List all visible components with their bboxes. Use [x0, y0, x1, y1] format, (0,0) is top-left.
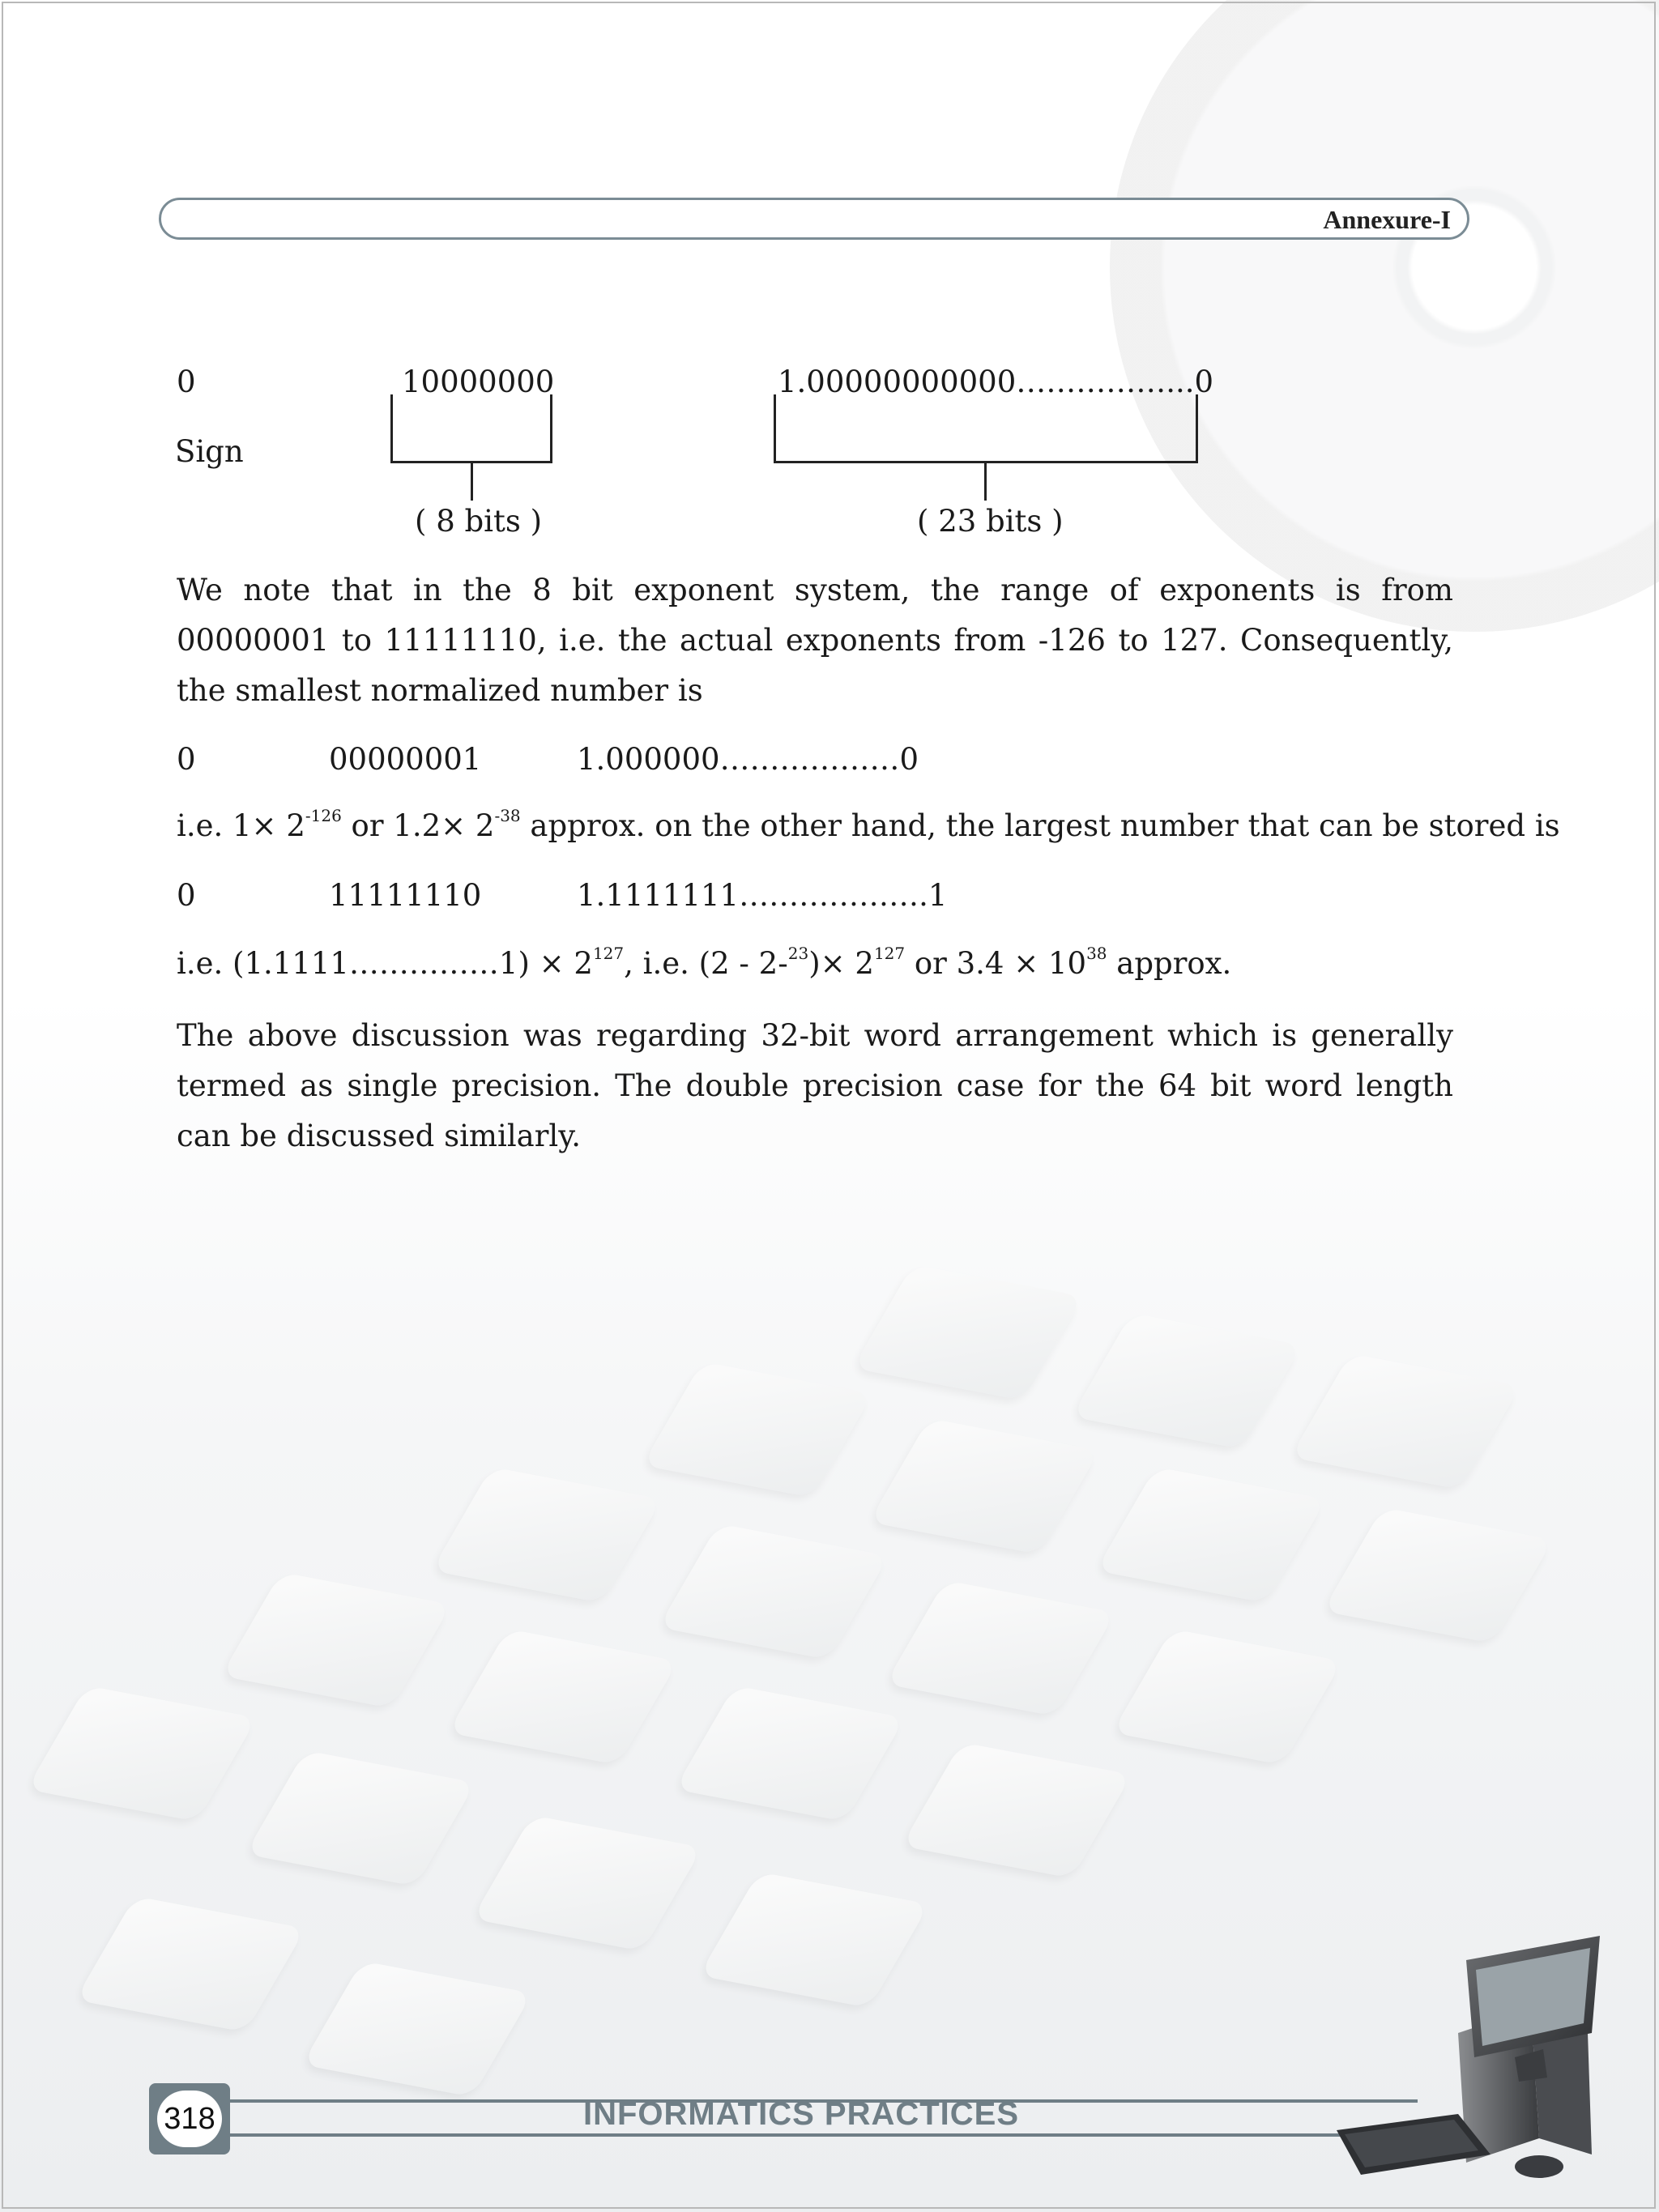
exponent-bracket	[390, 394, 552, 463]
exponent-bracket-stem	[471, 463, 473, 501]
paragraph-exponent-range: We note that in the 8 bit exponent system, the range of exponents is from 00000001 to 11111110, i.e. the actual exponents from -126 to 127. Consequently, the smallest normalized number is	[177, 573, 1453, 708]
smallest-mantissa: 1.000000………………0	[577, 742, 919, 777]
mantissa-bracket-stem	[984, 463, 987, 501]
header-bar	[159, 198, 1469, 240]
largest-sign: 0	[177, 878, 196, 913]
footer-rule-bottom	[219, 2133, 1418, 2137]
smallest-exponent: 00000001	[329, 742, 482, 777]
section-label: Annexure-I	[1323, 205, 1451, 234]
sign-value: 0	[177, 364, 196, 399]
mantissa-bracket	[774, 394, 1198, 463]
smallest-sign: 0	[177, 742, 196, 777]
largest-mantissa: 1.1111111……………….1	[577, 878, 948, 913]
mantissa-value: 1.00000000000……………...0	[778, 364, 1214, 399]
exponent-bits-label: ( 8 bits )	[415, 504, 543, 539]
mantissa-bits-label: ( 23 bits )	[917, 504, 1064, 539]
footer-title: INFORMATICS PRACTICES	[583, 2096, 1020, 2132]
largest-number-line: i.e. (1.1111……………1) × $2^{127}$, i.e. $(2 - 2-^{23})\times 2^{127}$ or $3.4 \times 10^{38}$ approx.	[177, 944, 1232, 981]
sign-label: Sign	[175, 434, 244, 469]
paragraph-precision: The above discussion was regarding 32-bit word arrangement which is generally termed as single precision. The double precision case for the 64 bit word length can be discussed similarly.	[177, 1018, 1453, 1153]
largest-exponent: 11111110	[329, 878, 482, 913]
page-number: 318	[157, 2091, 222, 2147]
desktop-computer-icon	[1320, 1928, 1628, 2195]
smallest-number-line: i.e. $1\times 2^{-126}$ or $1.2\times 2^{-38}$ approx. on the other hand, the largest number that can be stored is	[177, 806, 1560, 843]
exponent-value: 10000000	[402, 364, 555, 399]
